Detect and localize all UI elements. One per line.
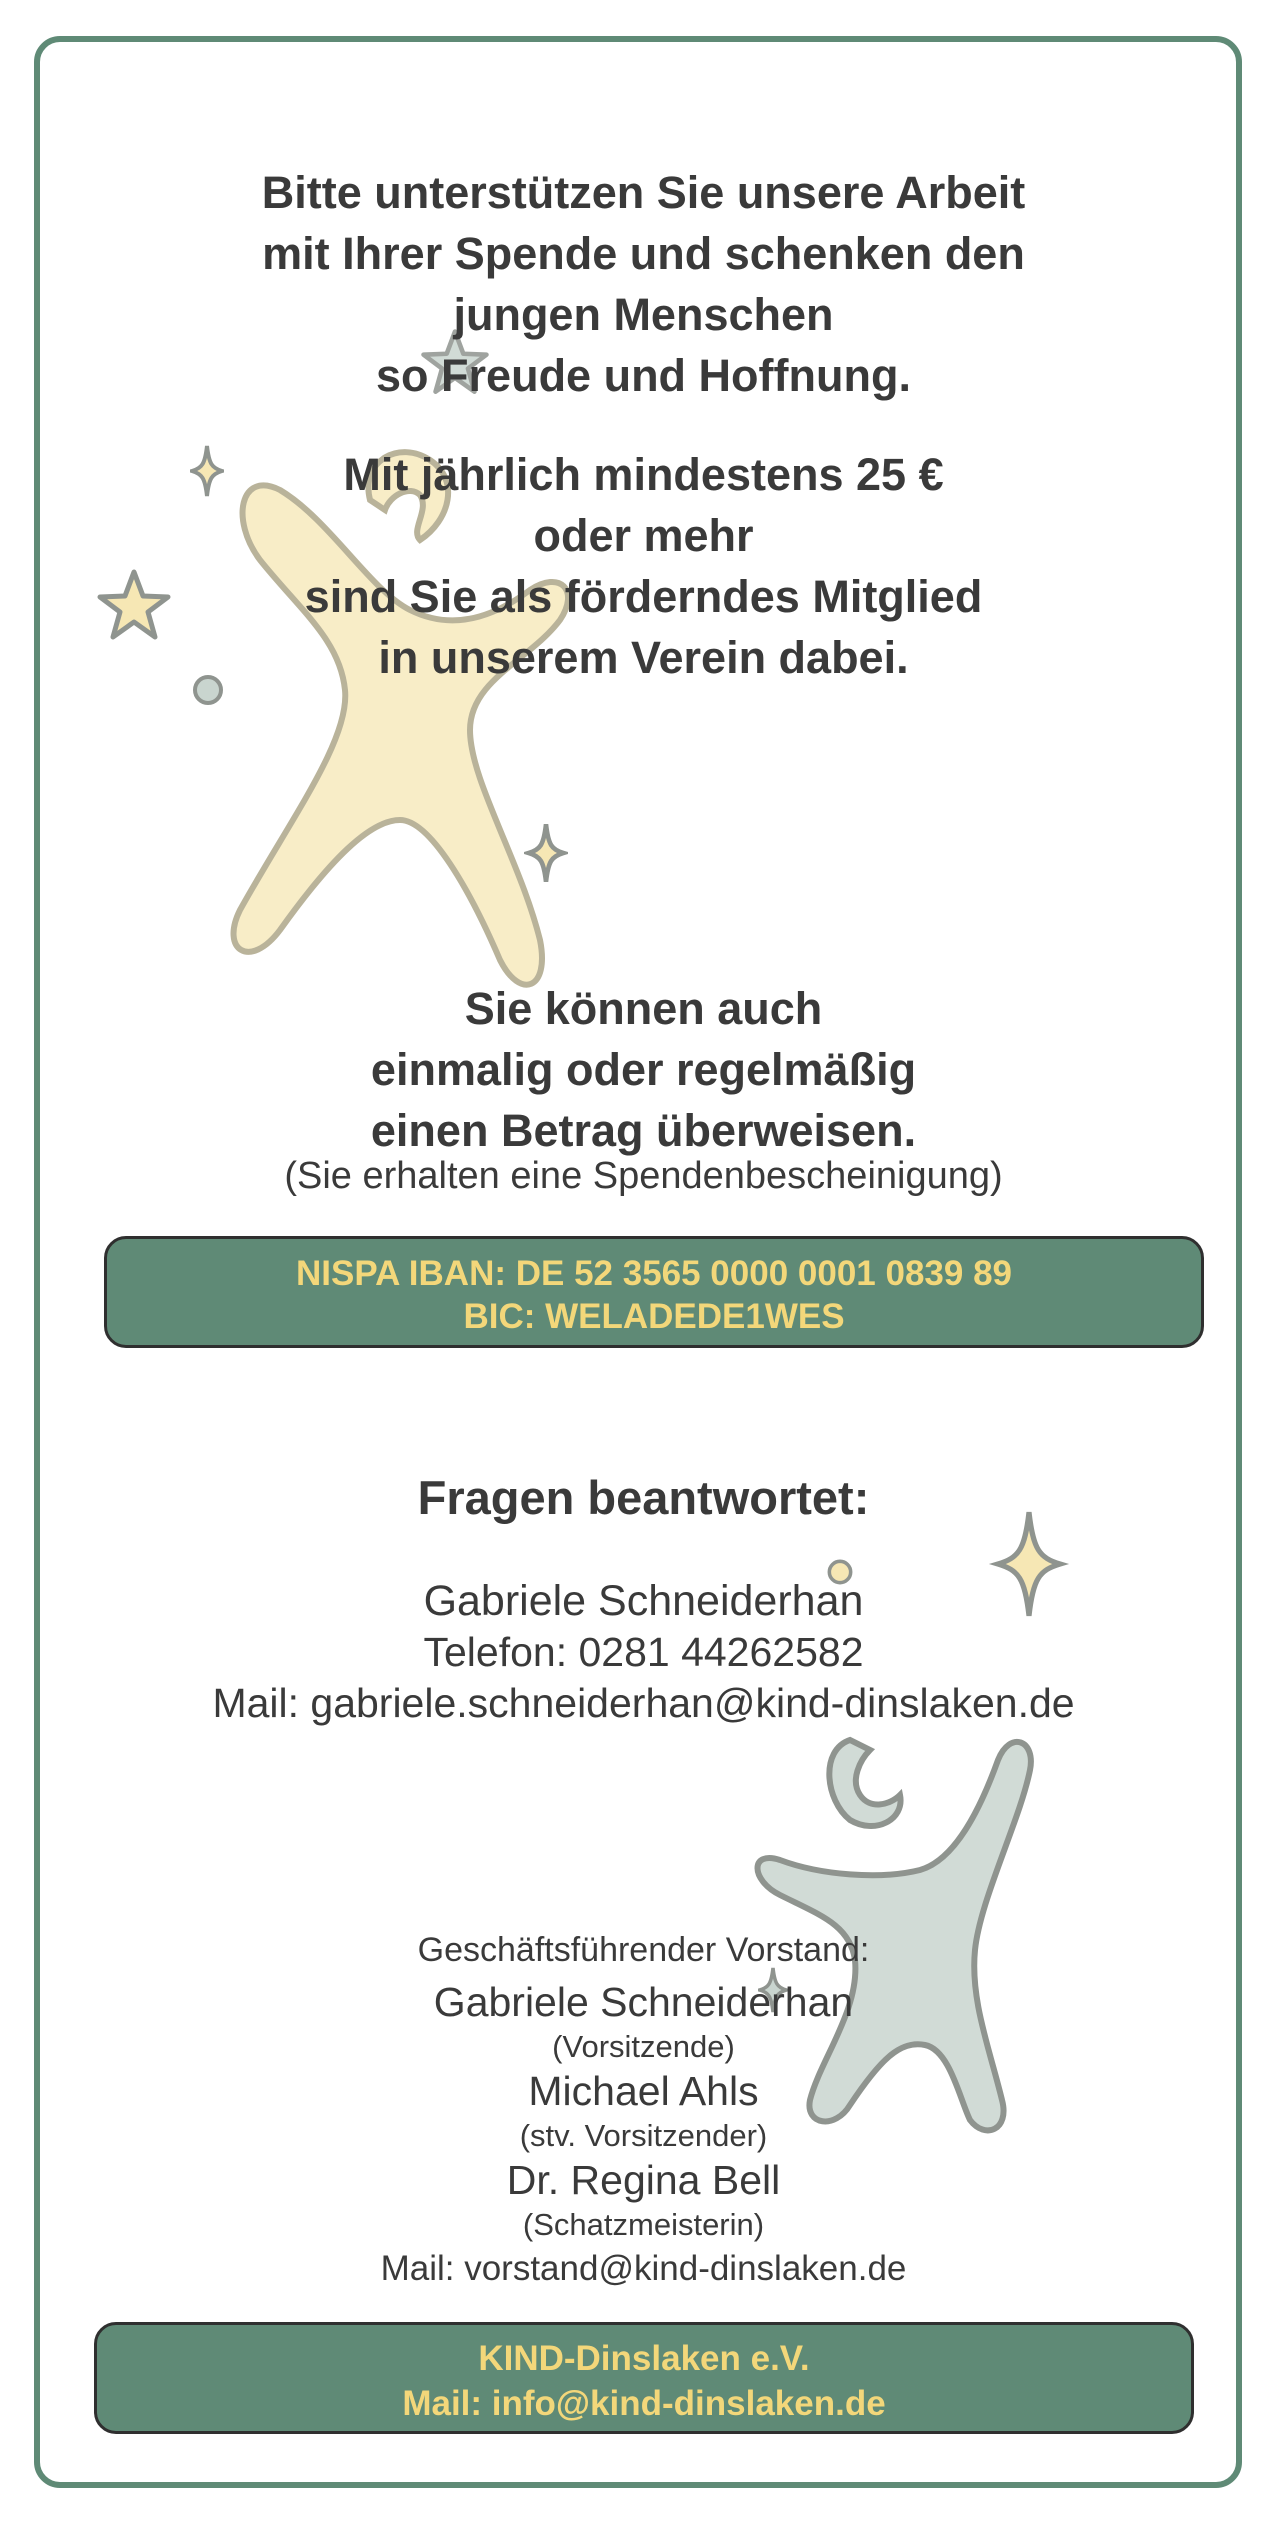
membership-line: sind Sie als förderndes Mitglied — [304, 571, 983, 622]
board-member-name: Michael Ahls — [528, 2068, 759, 2114]
membership-line: Mit jährlich mindestens 25 € — [343, 449, 944, 500]
contact-mail[interactable]: Mail: gabriele.schneiderhan@kind-dinslaken.de — [212, 1680, 1075, 1726]
intro-line: Bitte unterstützen Sie unsere Arbeit — [261, 167, 1026, 218]
board-member-name: Gabriele Schneiderhan — [433, 1979, 854, 2025]
membership-line: in unserem Verein dabei. — [378, 632, 909, 683]
intro-line: jungen Menschen — [453, 289, 834, 340]
intro-text — [0, 162, 1287, 406]
board-member-role: (stv. Vorsitzender) — [519, 2118, 768, 2153]
board-member-role: (Schatzmeisterin) — [522, 2207, 765, 2242]
footer-mail[interactable]: Mail: info@kind-dinslaken.de — [402, 2384, 886, 2423]
board-member-name: Dr. Regina Bell — [506, 2157, 781, 2203]
board-mail[interactable]: Mail: vorstand@kind-dinslaken.de — [380, 2249, 907, 2288]
contact-phone[interactable]: Telefon: 0281 44262582 — [423, 1629, 864, 1675]
transfer-line: Sie können auch — [464, 983, 823, 1034]
intro-line: mit Ihrer Spende und schenken den — [262, 228, 1025, 279]
transfer-line: einen Betrag überweisen. — [370, 1105, 917, 1156]
bic: BIC: WELADEDE1WES — [463, 1297, 845, 1336]
footer-org: KIND-Dinslaken e.V. — [478, 2339, 810, 2378]
donation-receipt-note: (Sie erhalten eine Spendenbescheinigung) — [284, 1155, 1003, 1197]
transfer-text — [0, 978, 1287, 1161]
board-member-role: (Vorsitzende) — [552, 2029, 735, 2064]
sparkle-icon — [524, 822, 568, 884]
contact-block — [0, 1576, 1287, 1729]
bank-details-box — [104, 1236, 1204, 1348]
board-members — [0, 1978, 1287, 2245]
board-heading: Geschäftsführender Vorstand: — [417, 1931, 870, 1969]
footer-box — [94, 2322, 1194, 2434]
transfer-line: einmalig oder regelmäßig — [370, 1044, 917, 1095]
iban: NISPA IBAN: DE 52 3565 0000 0001 0839 89 — [296, 1254, 1012, 1293]
membership-text — [0, 444, 1287, 688]
contact-name: Gabriele Schneiderhan — [423, 1577, 864, 1625]
membership-line: oder mehr — [533, 510, 754, 561]
intro-line: so Freude und Hoffnung. — [376, 350, 911, 401]
questions-heading: Fragen beantwortet: — [417, 1471, 870, 1524]
